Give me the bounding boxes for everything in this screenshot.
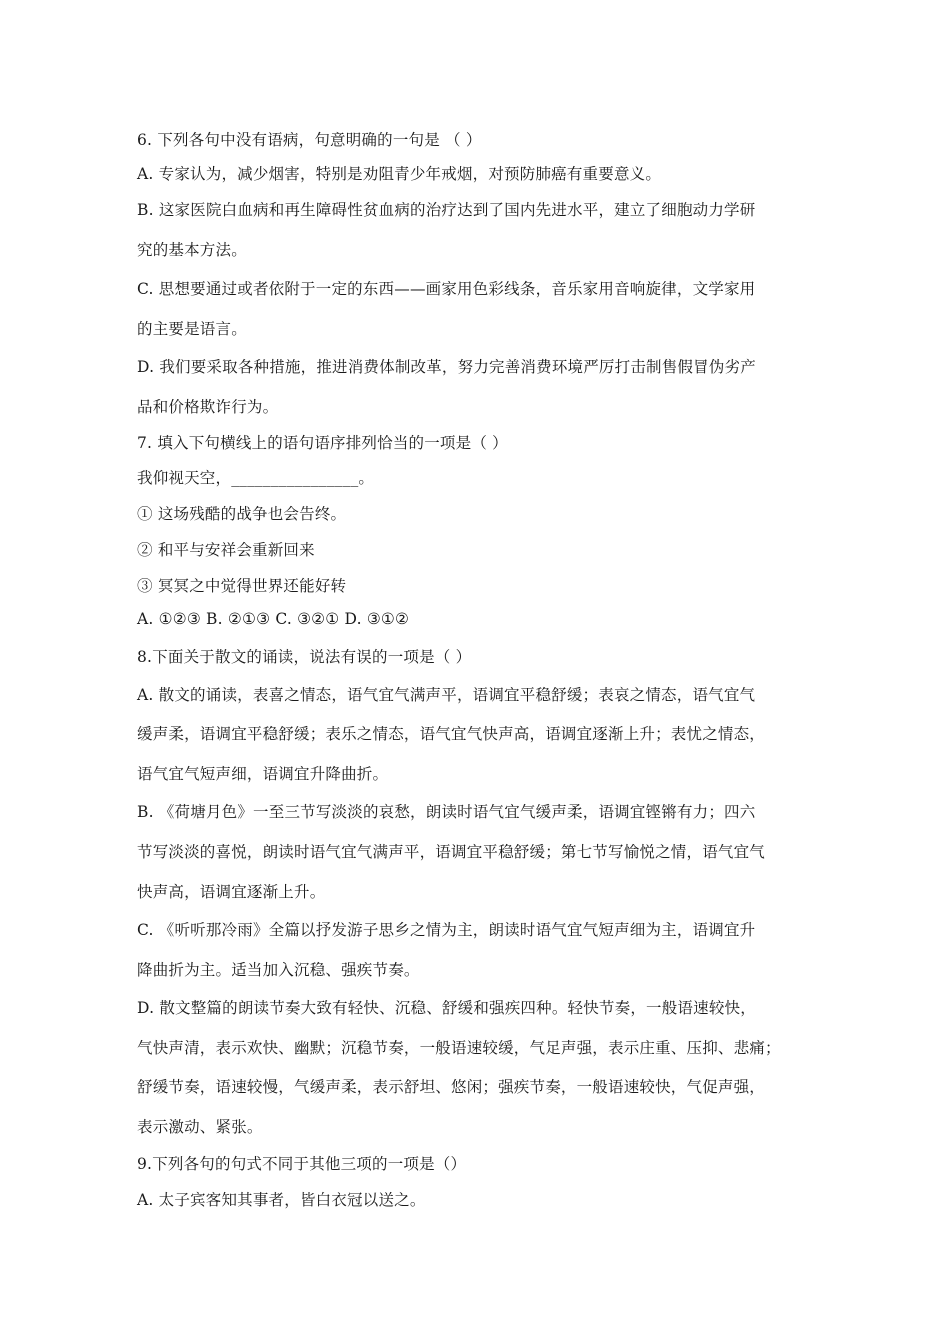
question-6-option-c: C. 思想要通过或者依附于一定的东西——画家用色彩线条，音乐家用音响旋律，文学家用: [137, 280, 756, 298]
question-8-option-b-cont-1: 节写淡淡的喜悦，朗读时语气宜气满声平，语调宜平稳舒缓；第七节写愉悦之情，语气宜气: [137, 843, 766, 861]
question-8-option-c-cont: 降曲折为主。适当加入沉稳、强疾节奏。: [137, 961, 420, 979]
question-7-item-3: ③ 冥冥之中觉得世界还能好转: [137, 577, 347, 595]
question-7-item-1: ① 这场残酷的战争也会告终。: [137, 505, 347, 523]
question-8-option-a-cont-1: 缓声柔，语调宜平稳舒缓；表乐之情态，语气宜气快声高，语调宜逐渐上升；表忧之情态，: [137, 725, 766, 743]
question-6-stem: 6. 下列各句中没有语病，句意明确的一句是 （ ）: [137, 131, 482, 149]
question-8-option-b-cont-2: 快声高，语调宜逐渐上升。: [137, 883, 326, 901]
question-9-option-a: A. 太子宾客知其事者，皆白衣冠以送之。: [137, 1191, 426, 1209]
question-9-stem: 9.下列各句的句式不同于其他三项的一项是（）: [137, 1155, 467, 1173]
question-6-option-d-cont: 品和价格欺诈行为。: [137, 398, 279, 416]
question-6-option-c-cont: 的主要是语言。: [137, 320, 247, 338]
question-6-option-b-cont: 究的基本方法。: [137, 241, 247, 259]
question-8-option-b: B. 《荷塘月色》一至三节写淡淡的哀愁，朗读时语气宜气缓声柔，语调宜铿锵有力；四六: [137, 803, 756, 821]
question-6-option-b: B. 这家医院白血病和再生障碍性贫血病的治疗达到了国内先进水平，建立了细胞动力学研: [137, 201, 756, 219]
question-8-stem: 8.下面关于散文的诵读，说法有误的一项是（ ）: [137, 648, 472, 666]
question-8-option-a: A. 散文的诵读，表喜之情态，语气宜气满声平，语调宜平稳舒缓；表哀之情态，语气宜气: [137, 686, 756, 704]
question-8-option-a-cont-2: 语气宜气短声细，语调宜升降曲折。: [137, 765, 389, 783]
question-7-stem: 7. 填入下句横线上的语句语序排列恰当的一项是（ ）: [137, 434, 508, 452]
question-7-options: A. ①②③ B. ②①③ C. ③②① D. ③①②: [137, 610, 410, 628]
question-8-option-d-cont-1: 气快声清，表示欢快、幽默；沉稳节奏，一般语速较缓，气足声强，表示庄重、压抑、悲痛；: [137, 1039, 781, 1057]
question-7-item-2: ② 和平与安祥会重新回来: [137, 541, 315, 559]
question-6-option-d: D. 我们要采取各种措施，推进消费体制改革，努力完善消费环境严厉打击制售假冒伪劣产: [137, 358, 756, 376]
question-8-option-d-cont-2: 舒缓节奏，语速较慢，气缓声柔，表示舒坦、悠闲；强疾节奏，一般语速较快，气促声强，: [137, 1078, 766, 1096]
question-8-option-d-cont-3: 表示激动、紧张。: [137, 1118, 263, 1136]
question-7-sentence: 我仰视天空，________________。: [137, 469, 375, 487]
question-6-option-a: A. 专家认为，减少烟害，特别是劝阻青少年戒烟，对预防肺癌有重要意义。: [137, 165, 662, 183]
question-8-option-d: D. 散文整篇的朗读节奏大致有轻快、沉稳、舒缓和强疾四种。轻快节奏，一般语速较快，: [137, 999, 756, 1017]
question-8-option-c: C. 《听听那冷雨》全篇以抒发游子思乡之情为主，朗读时语气宜气短声细为主，语调宜升: [137, 921, 756, 939]
